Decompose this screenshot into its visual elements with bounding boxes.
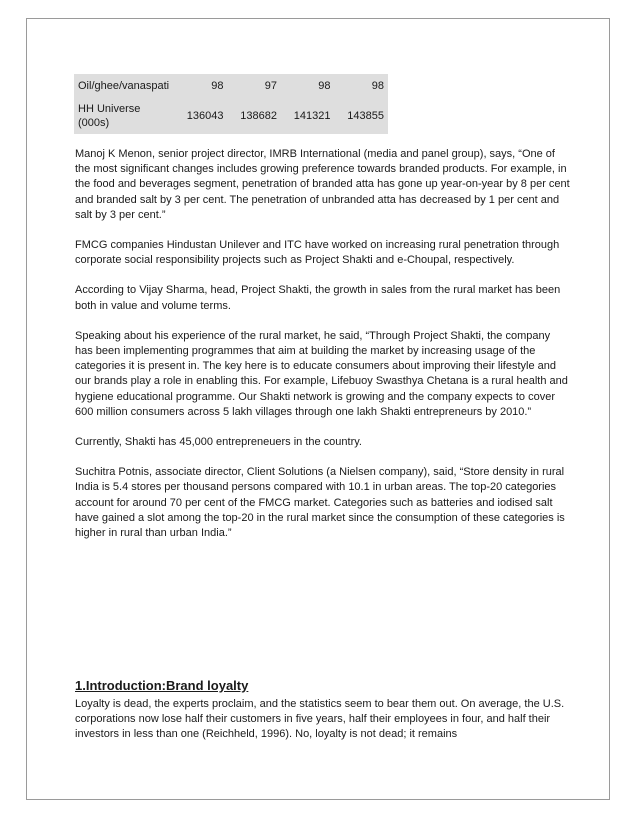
paragraph: Suchitra Potnis, associate director, Client Solutions (a Nielsen company), said, “Store density in rural India is 5.4 stores per thousand persons compared with 10.1 in urban areas. The top-20 categories account for around 70 per cent of the FMCG market. Categories such as batteries and iodised salt have gained a slot among the top-20 in the rural market since the consumption of these categories is higher in rural than urban India.” [75, 466, 565, 540]
row-label: Oil/ghee/vanaspati [78, 80, 170, 92]
data-table [74, 74, 388, 134]
table-cell: 141321 [293, 110, 331, 122]
table-cell: 98 [318, 80, 331, 92]
table-cell: 138682 [240, 110, 277, 122]
paragraph: Currently, Shakti has 45,000 entrepreneuers in the country. [75, 436, 362, 449]
table-row [74, 74, 388, 98]
paragraph: According to Vijay Sharma, head, Project Shakti, the growth in sales from the rural market has been both in value and volume terms. [75, 284, 561, 312]
paragraph: Speaking about his experience of the rural market, he said, “Through Project Shakti, the company has been implementing programmes that aim at building the market by increasing usage of the categories it is present in. The key here is to educate consumers about improving their lifestyle and our brands play a role in enabling this. For example, Lifebuoy Swasthya Chetana is a rural health and hygiene educational programme. Our Shakti network is growing and the company expects to cover 600 million consumers across 5 lakh villages through one lakh Shakti entrepreneurs by 2010.” [75, 329, 568, 418]
body-text [75, 147, 570, 556]
table-row [74, 98, 388, 134]
table-cell: 98 [211, 80, 224, 92]
paragraph: Manoj K Menon, senior project director, IMRB International (media and panel group), says, “One of the most significant changes includes growing preference towards branded products. For example, in the food and beverages segment, penetration of branded atta has gone up year-on-year by 8 per cent and branded salt by 3 per cent. The penetration of unbranded atta has decreased by 1 per cent and salt by 3 per cent.” [75, 148, 570, 221]
row-label: HH Universe (000s) [78, 103, 141, 129]
section-heading: 1.Introduction:Brand loyalty [75, 678, 249, 693]
table-cell: 97 [264, 80, 277, 92]
table-cell: 136043 [186, 110, 224, 122]
paragraph: FMCG companies Hindustan Unilever and ITC have worked on increasing rural penetration through corporate social responsibility projects such as Project Shakti and e-Choupal, respectively. [75, 239, 560, 267]
section-paragraph: Loyalty is dead, the experts proclaim, and the statistics seem to bear them out. On average, the U.S. corporations now lose half their customers in five years, half their employees in four, and half their investors in less than one (Reichheld, 1996). No, loyalty is not dead; it remains [75, 698, 565, 741]
table-cell: 143855 [347, 110, 384, 122]
table-cell: 98 [371, 80, 384, 92]
